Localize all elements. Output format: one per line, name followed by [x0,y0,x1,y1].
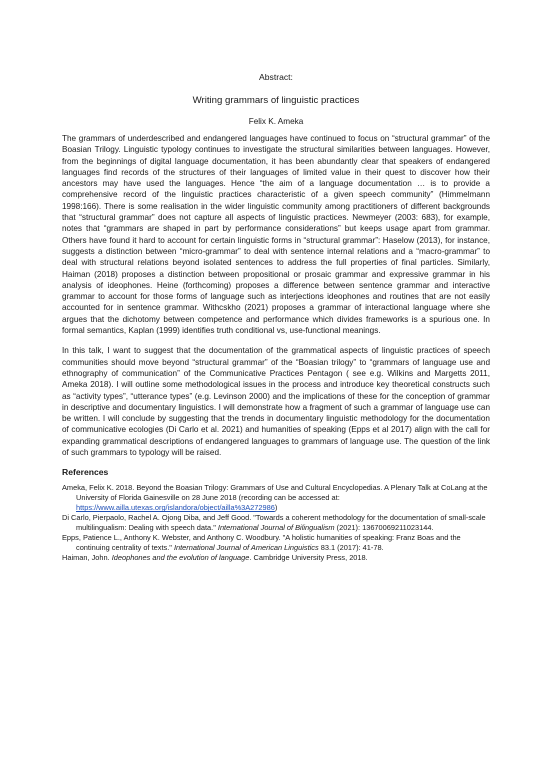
reference-text: Epps, Patience L., Anthony K. Webster, and Anthony C. Woodbury. "A holistic humanities of speaking: Franz Boas and the continuing centrality of texts." [62,533,461,553]
reference-link[interactable]: https://www.ailla.utexas.org/islandora/object/ailla%3A272986 [76,503,275,513]
reference-item [62,483,490,513]
paper-title: Writing grammars of linguistic practices [192,95,360,106]
reference-item [62,533,490,553]
reference-text: (2021): 13670069211023144. [334,523,434,533]
reference-text: Ameka, Felix K. 2018. Beyond the Boasian Trilogy: Grammars of Use and Cultural Encyclopedias. A Plenary Talk at CoLang at the University of Florida Gainesville on 28 June 2018 (recording can be accessed at: [62,483,488,503]
abstract-paragraph-2: In this talk, I want to suggest that the documentation of the grammatical aspects of linguistic practices of speech communities should move beyond “structural grammar” of the “Boasian trilogy” to “grammars of language use and ethnography of communication” of the Communicative Practices Pentagon ( see e.g. Wilkins and Margetts 2011, Ameka 2018). I will outline some methodological issues in the process and introduce key theoretical constructs such as “activity types”, “utterance types” (e.g. Levinson 2000) and the implications of these for the conception of grammar in descriptive and documentary linguistics. I will demonstrate how a fragment of such a grammar of language use can be written. I will conclude by suggesting that the trends in documentary linguistic methodology for the documentation of communicative ecologies (Di Carlo et al. 2021) and humanities of speaking (Epps et al 2017) align with the call for expanding grammatical descriptions of endangered languages to grammars of language use. The question of the link of such grammars to typology will be raised. [62,346,490,458]
reference-text: ) [274,503,278,513]
reference-text: . Cambridge University Press, 2018. [249,553,368,563]
reference-journal: International Journal of Bilingualism [217,523,335,533]
reference-text: Haiman, John. [62,553,112,563]
reference-item [62,513,490,533]
reference-item [62,553,490,563]
abstract-paragraph-1: The grammars of underdescribed and endangered languages have continued to focus on “structural grammar” of the Boasian Trilogy. Linguistic typology continues to investigate the structural similarities between languages. However, from the beginnings of digital language documentation, it has been abundantly clear that speakers of endangered languages find records of the structures of their languages of limited value in their quest to discover how their ancestors may have used the languages. Hence “the aim of a language documentation … is to provide a comprehensive record of the linguistic practices characteristic of a given speech community” (Himmelmann 1998:166). There is some realisation in the wider linguistic community among practitioners of different backgrounds that “structural grammar” does not capture all aspects of linguistic practices. Newmeyer (2003: 683), for example, notes that “grammars are shaped in part by performance considerations” but keeps usage apart from grammar. Others have found it hard to account for certain linguistic forms in “structural grammar”: Haselow (2013), for instance, suggests a distinction between “micro-grammar” to deal with sentence internal relations and a “macro-grammar” to deal with structural relations beyond isolated sentences to address the full properties of final particles. Similarly, Haiman (2018) proposes a distinction between propositional or prosaic grammar and expressive grammar in his analysis of ideophones. Heine (forthcoming) proposes a difference between sentence grammar and interactive grammar to account for those forms of language such as interjections ideophones and routines that are not easily accounted for in sentence grammar. Withcskho (2021) proposes a grammar of interactional language where she argues that the dichotomy between competence and performance which divides frameworks is a spurious one. In formal semantics, Kaplan (1999) identifies truth conditional vs, use-functional meanings. [62,134,490,336]
references-heading: References [62,467,109,478]
reference-text: Di Carlo, Pierpaolo, Rachel A. Ojong Diba, and Jeff Good. "Towards a coherent methodology for the documentation of small-scale multilingualism: Dealing with speech data." [62,513,486,533]
abstract-label: Abstract: [259,72,293,82]
author-name: Felix K. Ameka [248,117,304,126]
reference-journal: International Journal of American Linguistics [173,543,319,553]
reference-book-title: Ideophones and the evolution of language [111,553,250,563]
reference-text: 83.1 (2017): 41-78. [318,543,384,553]
